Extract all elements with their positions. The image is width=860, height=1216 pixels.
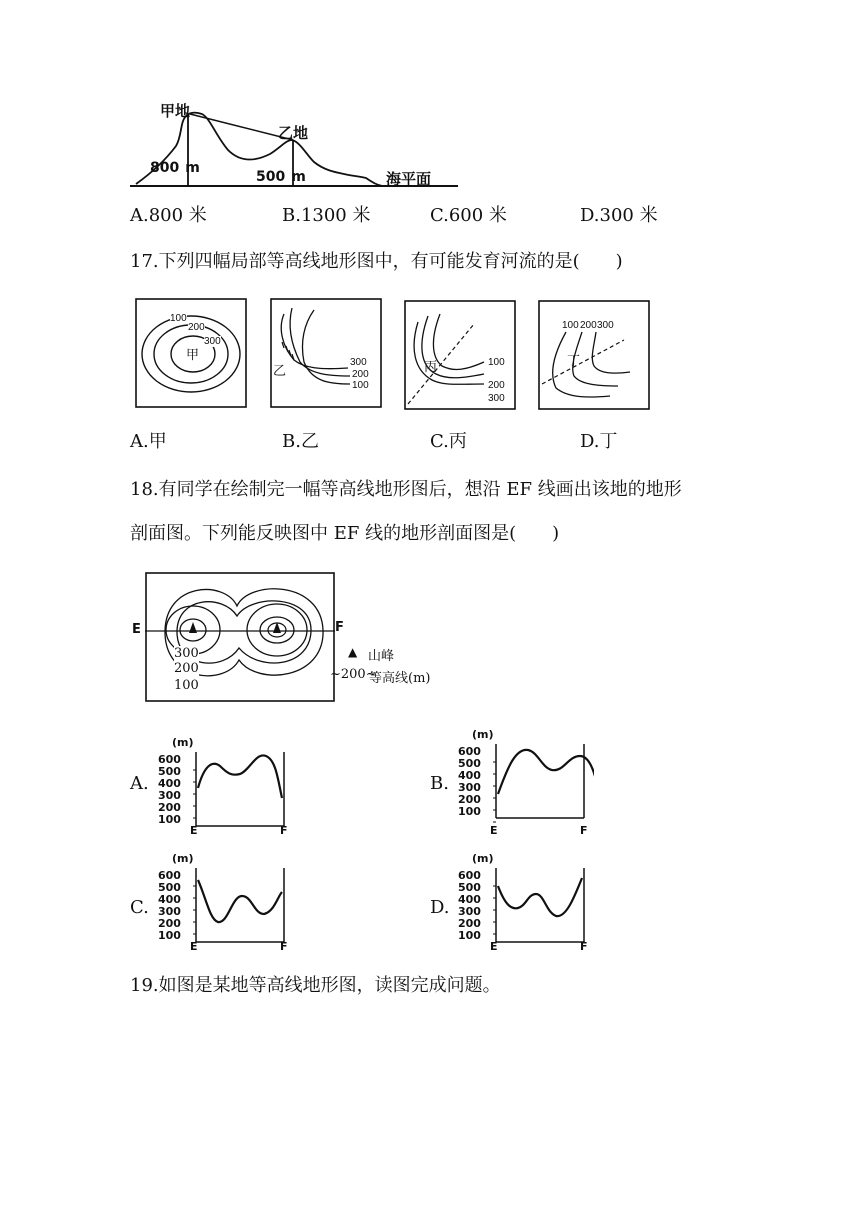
legend-contour-label: 等高线(m): [369, 671, 431, 686]
sea-level-label: 海平面: [386, 170, 432, 188]
profile-label-e: E: [190, 940, 198, 953]
profile-curve: [198, 755, 282, 798]
height-yi: 500 m: [256, 169, 306, 185]
profile-curve: [498, 878, 582, 916]
profile-y-tick: 600: [458, 869, 481, 882]
q16-option-b[interactable]: B.1300 米: [282, 205, 371, 226]
profile-label-e: E: [490, 940, 498, 953]
q17-panel-yi: [270, 298, 382, 408]
q18-profile-a: [158, 736, 298, 836]
profile-unit-label: (m): [172, 736, 194, 749]
profile-y-tick: 100: [158, 929, 181, 942]
profile-y-tick: 200: [158, 801, 181, 814]
q17-jia-contour-200: 200: [188, 322, 205, 333]
profile-plot: [184, 862, 294, 952]
q17-ding-place: 丁: [567, 354, 581, 369]
q18-profile-b: [458, 728, 618, 836]
q17-option-a[interactable]: A.甲: [130, 431, 167, 452]
profile-plot: [484, 738, 594, 828]
profile-y-tick: 500: [158, 881, 181, 894]
profile-y-tick: 200: [458, 793, 481, 806]
profile-curve: [498, 750, 594, 800]
profile-unit-label: (m): [472, 852, 494, 865]
profile-y-tick: 400: [158, 777, 181, 790]
profile-plot: [184, 746, 294, 836]
q18-map-contour-200: 200: [174, 661, 199, 676]
legend-peak-label: 山峰: [368, 649, 395, 664]
profile-label-e: E: [490, 824, 498, 837]
q17-bing-contour-300: 300: [488, 393, 505, 404]
q19-question: 19.如图是某地等高线地形图，读图完成问题。: [130, 975, 501, 996]
q18-profile-d: [458, 852, 598, 952]
profile-y-tick: 600: [458, 745, 481, 758]
profile-label-f: F: [580, 824, 588, 837]
q17-bing-contour-100: 100: [488, 357, 505, 368]
profile-y-tick: 200: [158, 917, 181, 930]
profile-y-tick: 500: [158, 765, 181, 778]
q17-yi-contour-100: 100: [352, 380, 369, 391]
q17-jia-contour-300: 300: [204, 336, 221, 347]
profile-label-f: F: [280, 940, 288, 953]
profile-y-tick: 600: [158, 869, 181, 882]
profile-label-e: E: [190, 824, 198, 837]
q17-jia-place: 甲: [186, 348, 200, 363]
q17-bing-contour-200: 200: [488, 380, 505, 391]
profile-y-tick: 100: [158, 813, 181, 826]
q18-map-contour-300: 300: [174, 646, 199, 661]
profile-unit-label: (m): [472, 728, 494, 741]
q16-option-c[interactable]: C.600 米: [430, 205, 507, 226]
q17-yi-contour-300: 300: [350, 357, 367, 368]
q18-option-b[interactable]: B.: [430, 773, 449, 794]
q18-map-label-f: F: [335, 620, 344, 635]
height-jia: 800 m: [150, 160, 200, 176]
profile-y-tick: 500: [458, 881, 481, 894]
profile-label-f: F: [280, 824, 288, 837]
legend-peak-icon: ▲: [348, 645, 358, 659]
q18-option-d[interactable]: D.: [430, 897, 450, 918]
profile-plot: [484, 862, 594, 952]
profile-y-tick: 100: [458, 929, 481, 942]
profile-y-tick: 100: [458, 805, 481, 818]
q18-question-line2: 剖面图。下列能反映图中 EF 线的地形剖面图是( ): [130, 523, 560, 544]
peak-icon: [189, 622, 197, 633]
profile-y-tick: 300: [158, 789, 181, 802]
profile-y-tick: 300: [158, 905, 181, 918]
q18-question-line1: 18.有同学在绘制完一幅等高线地形图后，想沿 EF 线画出该地的地形: [130, 479, 682, 500]
profile-unit-label: (m): [172, 852, 194, 865]
q17-ding-contour-200: 200: [580, 320, 597, 331]
q16-option-d[interactable]: D.300 米: [580, 205, 658, 226]
q17-option-d[interactable]: D.丁: [580, 431, 618, 452]
q18-option-c[interactable]: C.: [130, 897, 149, 918]
profile-y-tick: 500: [458, 757, 481, 770]
q17-ding-contour-100: 100: [562, 320, 579, 331]
profile-y-tick: 200: [458, 917, 481, 930]
q17-yi-place: 乙: [273, 364, 287, 379]
profile-y-tick: 400: [458, 769, 481, 782]
q18-map-contour-100: 100: [174, 678, 199, 693]
q17-option-b[interactable]: B.乙: [282, 431, 319, 452]
profile-y-tick: 600: [158, 753, 181, 766]
profile-y-tick: 300: [458, 905, 481, 918]
q17-question: 17.下列四幅局部等高线地形图中，有可能发育河流的是( ): [130, 251, 623, 272]
label-jia-di: 甲地: [160, 102, 191, 120]
q17-panel-ding: [538, 300, 650, 410]
profile-y-tick: 400: [158, 893, 181, 906]
q17-ding-contour-300: 300: [597, 320, 614, 331]
q18-option-a[interactable]: A.: [130, 773, 149, 794]
q17-yi-contour-200: 200: [352, 369, 369, 380]
q18-map-label-e: E: [132, 622, 141, 637]
q17-bing-place: 丙: [424, 360, 438, 375]
label-yi-di: 乙地: [278, 124, 309, 142]
q18-profile-c: [158, 852, 298, 952]
profile-y-tick: 300: [458, 781, 481, 794]
profile-y-tick: 400: [458, 893, 481, 906]
profile-curve: [198, 880, 282, 922]
q17-jia-contour-100: 100: [170, 313, 187, 324]
profile-label-f: F: [580, 940, 588, 953]
legend-contour-sample: ~200~: [330, 667, 377, 682]
q17-option-c[interactable]: C.丙: [430, 431, 467, 452]
q16-option-a[interactable]: A.800 米: [130, 205, 207, 226]
